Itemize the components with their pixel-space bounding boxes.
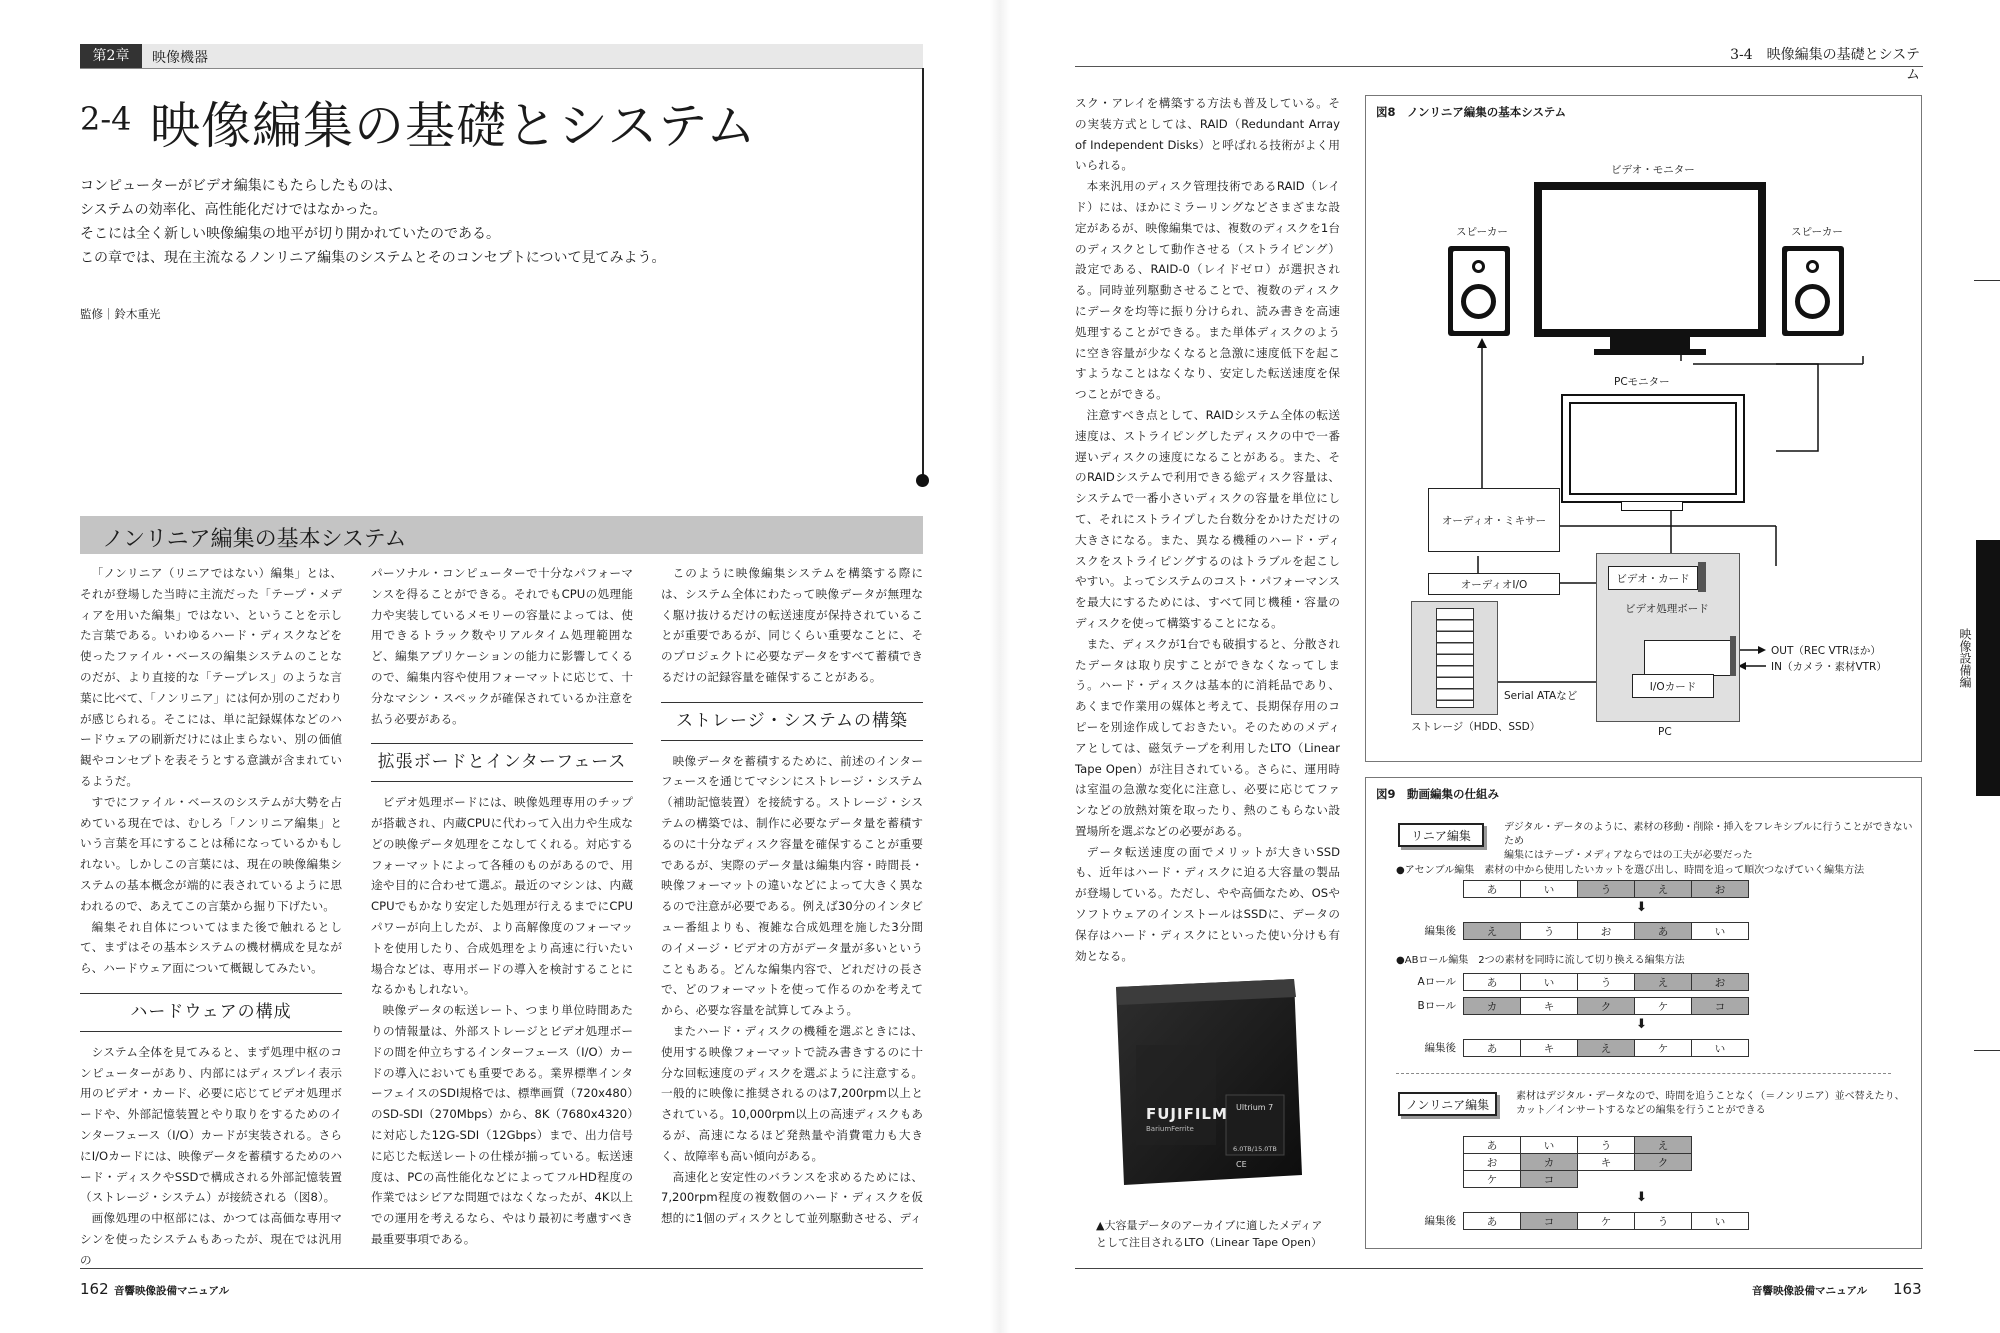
out-label: OUT（REC VTRほか） bbox=[1771, 645, 1881, 657]
section-number: 2-4 bbox=[80, 100, 132, 138]
cell: い bbox=[1520, 973, 1578, 991]
cell: カ bbox=[1520, 1153, 1578, 1171]
paragraph: ビデオ処理ボードには、映像処理専用のチップが搭載され、内蔵CPUに代わって入出力や生成などの映像データ処理をこなしてくれる。対応するフォーマットによって各種のものがあるので、用途や目的に合わせて選ぶ。最近のマシンは、内蔵CPUでもかなり安定した処理が行えるまでにCPUパワーが向上したが、より高解像度のフォーマットを使用したり、合成処理をより高速に行いたい場合などは、専用ボードの導入を検討することになるかもしれない。 bbox=[371, 795, 633, 997]
video-board-label: ビデオ処理ボード bbox=[1625, 603, 1709, 615]
assemble-after-row bbox=[1464, 922, 1749, 940]
chapter-label: 第2章 bbox=[80, 44, 142, 68]
paragraph: また、ディスクが1台でも破損すると、分散されたデータは取り戻すことができなくなってしまう。ハード・ディスクは基本的に消耗品であり、あくまで作業用の媒体と考えて、長期保存用のコピーを別途作成しておきたい。そのためのメディアとしては、磁気テープを利用したLTO（Linear Tape Open）が注目されている。さらに、運用時は室温の急激な変化に注意し、必要に応じてファンなどの放熱対策を取ったり、熱のこもらない設置場所を選ぶなどの必要がある。 bbox=[1075, 636, 1340, 838]
subheading: ストレージ・システムの構築 bbox=[661, 702, 923, 741]
lead-text bbox=[80, 174, 665, 270]
arrow-down-icon: ⬇ bbox=[1636, 1017, 1647, 1032]
paragraph: このように映像編集システムを構築する際には、システム全体にわたって映像データが無理なく駆け抜けるだけの転送速度が保持されていることが重要であるが、同じくらい重要なことに、そのプロジェクトに必要なデータをすべて蓄積できるだけの記録容量を確保することがある。 bbox=[661, 566, 923, 684]
assemble-source-row bbox=[1464, 880, 1749, 898]
video-board-bracket bbox=[1730, 636, 1736, 676]
paragraph: システム全体を見てみると、まず処理中枢のコンピューターがあり、内部にはディスプレイ表示用のビデオ・カード、必要に応じてビデオ処理ボードや、外部記憶装置とやり取りをするためのインターフェース（I/O）カードが実装される。さらにI/Oカードには、映像データを蓄積するためのハード・ディスクやSSDで構成される外部記憶装置（ストレージ・システム）が接続される（図8）。 bbox=[80, 1044, 342, 1205]
sata-label: Serial ATAなど bbox=[1504, 690, 1578, 702]
side-tab-label: 映像設備編 bbox=[1958, 628, 1972, 688]
video-board bbox=[1644, 640, 1732, 676]
separator bbox=[1396, 1073, 1891, 1075]
section-band-title: ノンリニア編集の基本システム bbox=[102, 527, 407, 552]
b-roll-label: Bロール bbox=[1417, 1000, 1456, 1012]
running-header: 3-4 映像編集の基礎とシステム bbox=[1730, 47, 1920, 83]
video-monitor bbox=[1534, 182, 1766, 337]
cell: あ bbox=[1463, 1136, 1521, 1154]
footer-rule bbox=[80, 1268, 923, 1269]
cell: い bbox=[1691, 1212, 1749, 1230]
cartridge-capacity: 6.0TB/15.0TB bbox=[1233, 1145, 1277, 1153]
lead-line: そこには全く新しい映像編集の地平が切り開かれていたのである。 bbox=[80, 226, 500, 242]
storage-unit bbox=[1411, 601, 1498, 715]
cell: お bbox=[1691, 880, 1749, 898]
video-monitor-label: ビデオ・モニター bbox=[1611, 164, 1695, 176]
nonlinear-edit-label: ノンリニア編集 bbox=[1398, 1092, 1497, 1116]
supervisor-credit: 監修｜鈴木重光 bbox=[80, 307, 161, 321]
paragraph: 映像データの転送レート、つまり単位時間あたりの情報量は、外部ストレージとビデオ処理ボードの間を仲立ちするインターフェース（I/O）カードの導入においても重要である。業界標準インターフェイスのSDI規格では、標準画質（720x480）のSD-SDI（270Mbps）から、8K（7680x4320）に対応した12G-SDI（12Gbps）まで、出力信号に応じた転送レートの仕様が揃っている。転送速度は、PCの高性能化などによってフルHD程度の作業ではシビアな問題ではなくなったが、4K以上での運用を考えるなら、やはり最初に考慮すべき最重要事項である。 bbox=[371, 1003, 633, 1246]
speaker-left bbox=[1448, 246, 1510, 336]
body-column-1 bbox=[80, 563, 342, 1271]
nonlinear-edit-desc bbox=[1516, 1090, 1905, 1118]
cell: お bbox=[1463, 1153, 1521, 1171]
after-label: 編集後 bbox=[1424, 925, 1456, 937]
paragraph: 高速化と安定性のバランスを求めるためには、7,200rpm程度の複数個のハード・ディスクを仮想的に1個のディスクとして並列駆動させる、ディ bbox=[661, 1169, 923, 1226]
cell: う bbox=[1634, 1212, 1692, 1230]
cell: ク bbox=[1634, 1153, 1692, 1171]
paragraph: またハード・ディスクの機種を選ぶときには、使用する映像フォーマットで読み書きするのに十分な回転速度のディスクを選ぶように注意する。一般的に映像に推奨されるのは7,200rpm以上とされている。10,000rpm以上の高速ディスクもあるが、高速になるほど発熱量や消費電力も大きく、故障率も高い傾向がある。 bbox=[661, 1023, 923, 1163]
cell: ケ bbox=[1634, 997, 1692, 1015]
a-roll-label: Aロール bbox=[1417, 976, 1456, 988]
page-title: 映像編集の基礎とシステム bbox=[150, 97, 757, 155]
figure-9 bbox=[1365, 777, 1922, 1249]
desc-line: カット／インサートするなどの編集を行うことができる bbox=[1516, 1105, 1766, 1116]
nonlinear-row-2 bbox=[1464, 1153, 1692, 1171]
figure-8 bbox=[1365, 95, 1922, 762]
footer-title: 音響映像設備マニュアル bbox=[1752, 1285, 1868, 1297]
cell: お bbox=[1577, 922, 1635, 940]
video-monitor-stand bbox=[1610, 337, 1690, 349]
paragraph: 映像データを蓄積するために、前述のインターフェースを通じてマシンにストレージ・システム（補助記憶装置）を接続する。ストレージ・システムの構築では、制作に必要なデータ量を蓄積するのに十分なディスク容量を確保することが重要であるが、実際のデータ量は編集内容・時間長・映像フォーマットの違いなどによって大きく異なるので注意が必要である。例えば30分のインタビュー番組よりも、複雑な合成処理を施した3分間のイメージ・ビデオの方がデータ量が多いということもある。どんな編集内容で、どれだけの長さで、どのフォーマットを使って作るのかを考えてから、必要な容量を試算してみよう。 bbox=[661, 753, 923, 1018]
body-column-2 bbox=[371, 563, 633, 1250]
cell: あ bbox=[1463, 1039, 1521, 1057]
chapter-title: 映像機器 bbox=[152, 50, 208, 66]
nonlinear-after-row bbox=[1464, 1212, 1749, 1230]
speaker-right-label: スピーカー bbox=[1791, 226, 1843, 238]
pc-monitor-label: PCモニター bbox=[1614, 376, 1670, 388]
linear-edit-desc bbox=[1504, 821, 1921, 863]
cell: カ bbox=[1463, 997, 1521, 1015]
cartridge-subbrand: BariumFerrite bbox=[1146, 1125, 1194, 1133]
paragraph: 画像処理の中枢部には、かつては高価な専用マシンを使ったシステムもあったが、現在では汎用の bbox=[80, 1211, 342, 1267]
body-column-right bbox=[1075, 93, 1340, 966]
cell: い bbox=[1520, 880, 1578, 898]
nonlinear-row-1 bbox=[1464, 1136, 1692, 1154]
video-monitor-base bbox=[1594, 349, 1706, 355]
figure-title: 図9 動画編集の仕組み bbox=[1376, 787, 1500, 801]
cell: い bbox=[1691, 922, 1749, 940]
cell: ク bbox=[1577, 997, 1635, 1015]
caption-line: ▲大容量データのアーカイブに適したメディア bbox=[1096, 1219, 1323, 1232]
subheading: 拡張ボードとインターフェース bbox=[371, 743, 633, 782]
desc-line: デジタル・データのように、素材の移動・削除・挿入をフレキシブルに行うことができないため bbox=[1504, 822, 1913, 847]
cell: え bbox=[1577, 1039, 1635, 1057]
cell: え bbox=[1634, 973, 1692, 991]
paragraph: 編集それ自体についてはまた後で触れるとして、まずはその基本システムの機材構成を見ながら、ハードウェア面について概観してみたい。 bbox=[80, 919, 342, 976]
cell: お bbox=[1691, 973, 1749, 991]
cartridge-lto-label: Ultrium 7 bbox=[1236, 1103, 1274, 1112]
lto-cartridge-photo bbox=[1096, 975, 1306, 1190]
in-label: IN（カメラ・素材VTR） bbox=[1771, 661, 1887, 673]
speaker-right bbox=[1782, 246, 1844, 336]
cell: う bbox=[1577, 880, 1635, 898]
cell: う bbox=[1520, 922, 1578, 940]
cell: コ bbox=[1520, 1212, 1578, 1230]
cell: ケ bbox=[1577, 1212, 1635, 1230]
cartridge-ce: CE bbox=[1236, 1160, 1247, 1169]
cell: あ bbox=[1463, 1212, 1521, 1230]
cell: え bbox=[1634, 880, 1692, 898]
cell: あ bbox=[1634, 922, 1692, 940]
title-rule-dot bbox=[916, 474, 929, 487]
cell: ケ bbox=[1463, 1170, 1521, 1188]
title-rule-vertical bbox=[922, 68, 924, 480]
a-roll-row bbox=[1464, 973, 1749, 991]
arrow-down-icon: ⬇ bbox=[1636, 1190, 1647, 1205]
nonlinear-row-3 bbox=[1464, 1170, 1578, 1188]
lead-line: システムの効率化、高性能化だけではなかった。 bbox=[80, 202, 387, 218]
after-label: 編集後 bbox=[1424, 1215, 1456, 1227]
video-card-bracket bbox=[1698, 562, 1706, 592]
b-roll-row bbox=[1464, 997, 1749, 1015]
storage-label: ストレージ（HDD、SSD） bbox=[1411, 721, 1541, 733]
subheading: ハードウェアの構成 bbox=[80, 993, 342, 1032]
ab-after-row bbox=[1464, 1039, 1749, 1057]
cell: え bbox=[1634, 1136, 1692, 1154]
margin-tick bbox=[1974, 280, 2000, 281]
section-side-tab bbox=[1976, 540, 2000, 796]
paragraph: 本来汎用のディスク管理技術であるRAID（レイド）には、ほかにミラーリングなどさまざまな設定があるが、映像編集では、複数のディスクを1台のディスクとして動作させる（ストライピング）設定である、RAID-0（レイドゼロ）が選択される。同時並列駆動させることで、複数のディスクにデータを均等に振り分けられ、読み書きを高速処理することができる。また単体ディスクのように空き容量が少なくなると急激に速度低下を起こすようなことはなくなり、安定した転送速度を保つことができる。 bbox=[1075, 179, 1340, 402]
cell: い bbox=[1520, 1136, 1578, 1154]
arrow-down-icon: ⬇ bbox=[1636, 900, 1647, 915]
assemble-edit-heading: ●アセンブル編集 素材の中から使用したいカットを選び出し、時間を追って順次つなげていく編集方法 bbox=[1396, 865, 1865, 876]
video-card: ビデオ・カード bbox=[1608, 566, 1698, 590]
cell: あ bbox=[1463, 973, 1521, 991]
lead-line: コンピューターがビデオ編集にもたらしたものは、 bbox=[80, 178, 402, 194]
paragraph: 注意すべき点として、RAIDシステム全体の転送速度は、ストライピングしたディスクの中で一番遅いディスクの速度になることがある。また、そのRAIDシステムで利用できる総ディスク容量は、システムで一番小さいディスクの容量を単位にして、それにストライプした台数分をかけただけの大きさになる。また、異なる機種のハード・ディスクをストライピングするのはトラブルを起こしやすい。よってシステムのコスト・パフォーマンスを最大にするためには、すべて同じ機種・容量のディスクを使って構築することになる。 bbox=[1075, 407, 1340, 630]
after-label: 編集後 bbox=[1424, 1042, 1456, 1054]
page-number: 163 bbox=[1893, 1280, 1922, 1298]
paragraph: すでにファイル・ベースのシステムが大勢を占めている現在では、むしろ「ノンリニア編集」という言葉を耳にすることは稀になっているかもしれない。しかしこの言葉には、現在の映像編集システムの基本概念が端的に表されているように思われるので、あえてこの言葉から掘り下げたい。 bbox=[80, 794, 342, 913]
page-gutter bbox=[990, 0, 1010, 1333]
paragraph: データ転送速度の面でメリットが大きいSSDも、近年はハード・ディスクに迫る大容量の製品が登場している。ただし、やや高価なため、OSやソフトウェアのインストールはSSDに、データの保存はハード・ディスクにといった使い分けも有効となる。 bbox=[1075, 844, 1340, 963]
cell: コ bbox=[1691, 997, 1749, 1015]
footer-title: 音響映像設備マニュアル bbox=[114, 1285, 230, 1297]
footer-rule bbox=[1075, 1268, 1923, 1269]
paragraph: 「ノンリニア（リニアではない）編集」とは、それが登場した当時に主流だった「テープ・メディアを用いた編集」ではない、ということを示した言葉である。いわゆるハード・ディスクなどを使ったファイル・ベースの編集システムのことなのだが、より直接的な「テープレス」のような言葉に比べて、「ノンリニア」には何か別のこだわりが感じられる。そこには、単に記録媒体などのハードウェアの刷新だけには止まらない、別の価値観やコンセプトを表そうとする意識が含まれているようだ。 bbox=[80, 566, 342, 788]
cell: え bbox=[1463, 922, 1521, 940]
body-column-3 bbox=[661, 563, 923, 1229]
io-card: I/Oカード bbox=[1632, 674, 1714, 698]
paragraph: パーソナル・コンピューターで十分なパフォーマンスを得ることができる。それでもCPUの処理能力や実装しているメモリーの容量によっては、使用できるトラック数やリアルタイム処理範囲など、編集アプリケーションの能力に影響してくるので、編集内容や使用フォーマットに応じて、十分なマシン・スペックが確保されているか注意を払う必要がある。 bbox=[371, 566, 633, 726]
paragraph: スク・アレイを構築する方法も普及している。その実装方式としては、RAID（Redundant Array of Independent Disks）と呼ばれる技術がよく用いられる。 bbox=[1075, 96, 1340, 173]
pc-label: PC bbox=[1658, 726, 1672, 738]
cell: キ bbox=[1577, 1153, 1635, 1171]
cell: あ bbox=[1463, 880, 1521, 898]
desc-line: 素材はデジタル・データなので、時間を追うことなく（＝ノンリニア）並べ替えたり、 bbox=[1516, 1091, 1905, 1102]
photo-caption bbox=[1096, 1217, 1322, 1251]
cell: キ bbox=[1520, 1039, 1578, 1057]
linear-edit-label: リニア編集 bbox=[1398, 823, 1484, 847]
cell: う bbox=[1577, 973, 1635, 991]
page-number: 162 bbox=[80, 1280, 109, 1298]
audio-io: オーディオI/O bbox=[1428, 573, 1560, 595]
cell: ケ bbox=[1634, 1039, 1692, 1057]
cartridge-brand: FUJIFILM bbox=[1146, 1105, 1228, 1123]
pc-monitor-stand bbox=[1621, 501, 1683, 511]
margin-tick bbox=[1974, 1050, 2000, 1051]
desc-line: 編集にはテープ・メディアならではの工夫が必要だった bbox=[1504, 850, 1753, 861]
cell: い bbox=[1691, 1039, 1749, 1057]
figure-title: 図8 ノンリニア編集の基本システム bbox=[1376, 105, 1567, 119]
cell: コ bbox=[1520, 1170, 1578, 1188]
audio-mixer: オーディオ・ミキサー bbox=[1428, 488, 1560, 552]
ab-roll-heading: ●ABロール編集 2つの素材を同時に流して切り換える編集方法 bbox=[1396, 955, 1685, 966]
cell: う bbox=[1577, 1136, 1635, 1154]
lead-line: この章では、現在主流なるノンリニア編集のシステムとそのコンセプトについて見てみよう。 bbox=[80, 250, 666, 266]
caption-line: として注目されるLTO（Linear Tape Open） bbox=[1096, 1236, 1322, 1249]
cell: キ bbox=[1520, 997, 1578, 1015]
pc-monitor bbox=[1561, 394, 1745, 503]
speaker-left-label: スピーカー bbox=[1456, 226, 1508, 238]
